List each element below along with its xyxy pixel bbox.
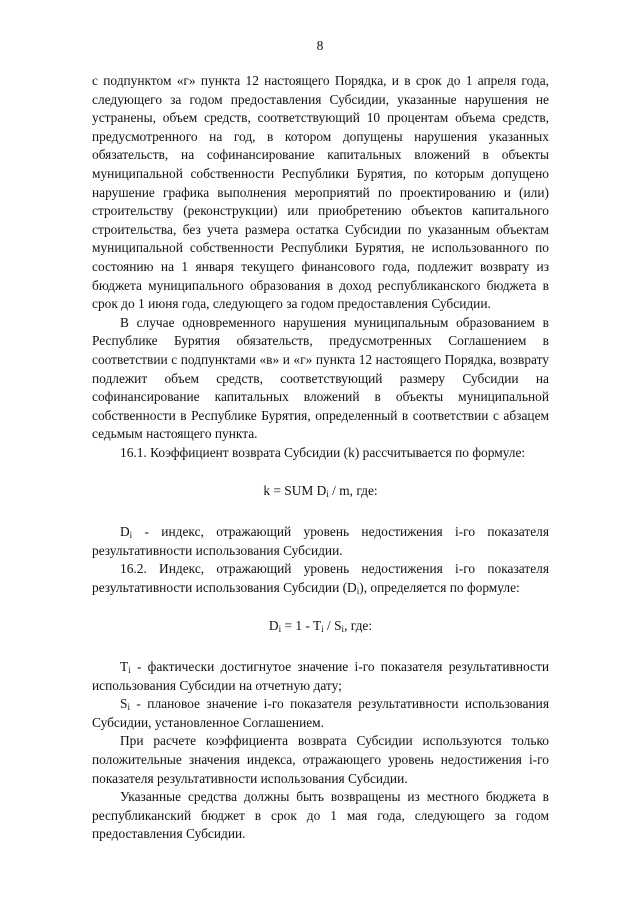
paragraph-2: В случае одновременного нарушения муниципальным образованием в Республике Бурятия обязательств, предусмотренных Соглашением в соответствии с подпунктами «в» и «г» пункта 12 настоящего Порядка, возврату подлежит объем средств, соответствующий размеру Субсидии на софинансирование капитальных вложений в объекты муниципальной собственности в Республике Бурятия, определенный в соответствии с абзацем седьмым настоящего пункта. [92, 314, 549, 442]
si-subscript: i [127, 702, 130, 713]
paragraph-16-2 [92, 560, 549, 597]
formula-di-sub-1: i [278, 624, 282, 635]
page-number: 8 [316, 38, 324, 53]
formula-di-part-3: / S [323, 618, 342, 634]
formula-di-part-2: = 1 - T [281, 618, 322, 634]
paragraph-di-definition [92, 523, 549, 560]
paragraph-si-definition [92, 695, 549, 732]
di-symbol: D [120, 524, 130, 540]
si-text: - плановое значение i-го показателя результативности использования Субсидии, установленное Соглашением. [92, 696, 549, 730]
si-symbol: S [120, 696, 128, 712]
formula-k-part-2: / m, где: [328, 483, 378, 499]
p16-2-part-1: 16.2. Индекс, отражающий уровень недостижения i-го показателя результативности использования Субсидии (D [92, 561, 549, 595]
formula-k-subscript: i [326, 489, 329, 500]
formula-di-sub-2: i [321, 624, 324, 635]
paragraph-1: с подпунктом «г» пункта 12 настоящего Порядка, и в срок до 1 апреля года, следующего за годом предоставления Субсидии, указанные нарушения не устранены, объем средств, соответствующий 10 процентам объема средств, предусмотренного на год, в котором допущены нарушения указанных обязательств, на софинансирование капитальных вложений в объекты муниципальной собственности Республики Бурятия, по которым допущено нарушение графика выполнения мероприятий по проектированию и (или) строительству (реконструкции) или приобретению объектов капитального строительства, без учета размера остатка Субсидии по указанным объектам муниципальной собственности Республики Бурятия, не использованного по состоянию на 1 января текущего финансового года, подлежит возврату из бюджета муниципального образования в доход республиканского бюджета в срок до 1 июня года, следующего за годом предоставления Субсидии. [92, 73, 549, 312]
p16-2-part-2: ), определяется по формуле: [359, 579, 520, 595]
formula-di-part-4: , где: [344, 618, 373, 634]
formula-di-sub-3: i [341, 624, 345, 635]
ti-subscript: i [128, 665, 131, 676]
paragraph-return-deadline: Указанные средства должны быть возвращены из местного бюджета в республиканский бюджет в срок до 1 мая года, следующего за годом предоставления Субсидии. [92, 789, 549, 842]
ti-symbol: T [120, 659, 129, 675]
ti-text: - фактически достигнутое значение i-го показателя результативности использования Субсидии на отчетную дату; [92, 659, 549, 693]
formula-di-part-1: D [268, 618, 279, 634]
paragraph-ti-definition [92, 658, 549, 695]
paragraph-positive-values: При расчете коэффициента возврата Субсидии используются только положительные значения индекса, отражающего уровень недостижения i-го показателя результативности использования Субсидии. [92, 733, 549, 786]
formula-k-part-1: k = SUM D [263, 483, 327, 499]
formula-di [92, 617, 549, 636]
paragraph-16-1: 16.1. Коэффициент возврата Субсидии (k) рассчитывается по формуле: [120, 444, 526, 460]
p16-2-subscript: i [356, 585, 360, 596]
document-body [92, 72, 549, 844]
di-subscript: i [129, 530, 133, 541]
formula-k [92, 482, 549, 501]
di-text: - индекс, отражающий уровень недостижения i-го показателя результативности использования Субсидии. [92, 524, 549, 558]
